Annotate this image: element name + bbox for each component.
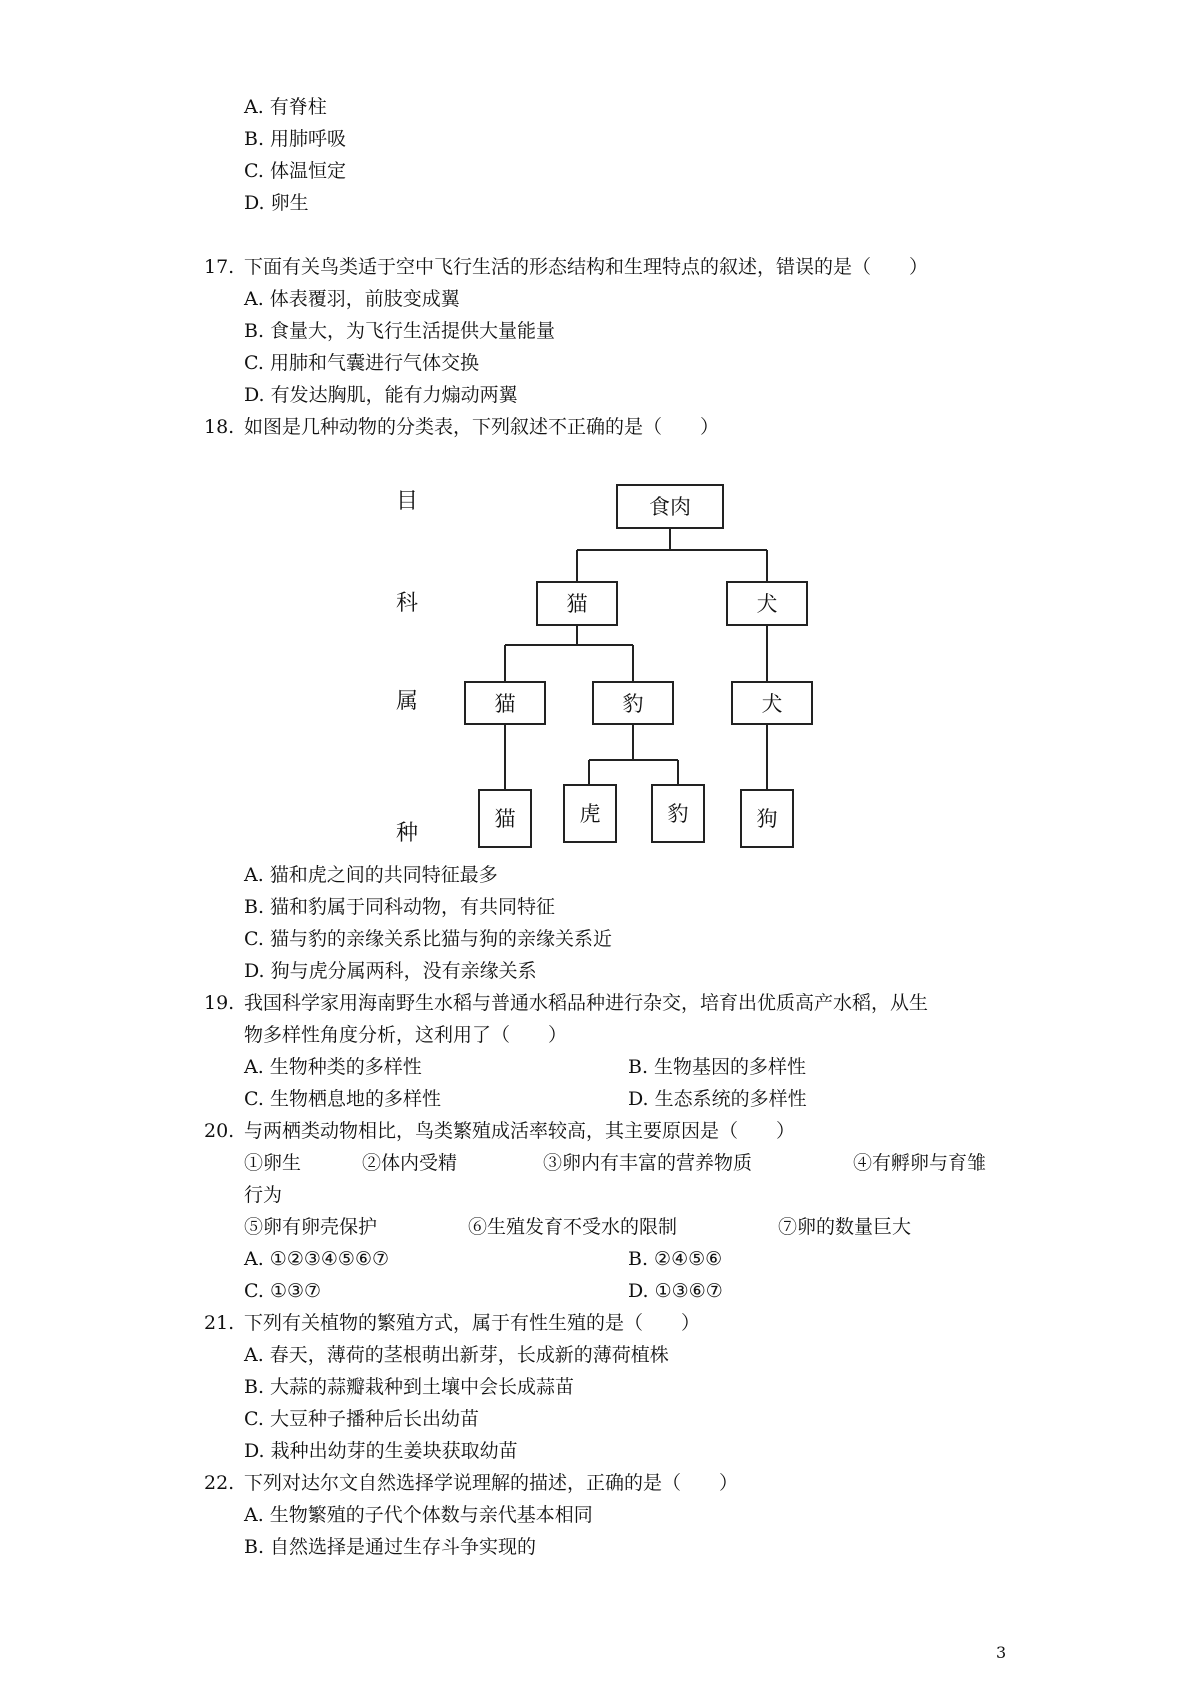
level-label-order: 目 [396,489,419,514]
q22-stem: 下列对达尔文自然选择学说理解的描述，正确的是（ ） [244,1472,739,1494]
node-species-tiger: 虎 [579,802,601,826]
level-label-genus: 属 [396,689,419,714]
q20-option-c: C. ①③⑦ [244,1280,322,1302]
q19-option-d: D. 生态系统的多样性 [628,1088,807,1110]
q20-item-1: ①卵生 [244,1152,302,1174]
q18-stem: 如图是几种动物的分类表，下列叙述不正确的是（ ） [244,416,720,438]
q20-item-7: ⑦卵的数量巨大 [778,1216,912,1238]
q20-item-6: ⑥生殖发育不受水的限制 [468,1216,678,1238]
q21-number: 21. [204,1312,235,1334]
q21-stem: 下列有关植物的繁殖方式，属于有性生殖的是（ ） [244,1312,701,1334]
q18-option-a: A. 猫和虎之间的共同特征最多 [244,864,498,886]
q19-option-b: B. 生物基因的多样性 [628,1056,807,1078]
q17-option-a: A. 体表覆羽，前肢变成翼 [244,288,460,310]
q17-stem: 下面有关鸟类适于空中飞行生活的形态结构和生理特点的叙述，错误的是（ ） [244,256,929,278]
q17-option-d: D. 有发达胸肌，能有力煽动两翼 [244,384,518,406]
level-label-species: 种 [396,821,419,846]
q18-option-b: B. 猫和豹属于同科动物，有共同特征 [244,896,556,918]
q20-number: 20. [204,1120,235,1142]
node-order: 食肉 [649,495,691,519]
q20-option-a: A. ①②③④⑤⑥⑦ [244,1248,390,1270]
q21-option-b: B. 大蒜的蒜瓣栽种到土壤中会长成蒜苗 [244,1376,575,1398]
q22-option-a: A. 生物繁殖的子代个体数与亲代基本相同 [244,1504,593,1526]
node-family-dog: 犬 [756,592,778,616]
q22-number: 22. [204,1472,235,1494]
classification-diagram [380,470,840,850]
q20-item-4: ④有孵卵与育雏 [853,1152,987,1174]
q20-option-d: D. ①③⑥⑦ [628,1280,723,1302]
q16-option-d: D. 卵生 [244,192,309,214]
node-species-leopard: 豹 [667,802,689,826]
level-label-family: 科 [396,591,419,616]
q20-option-b: B. ②④⑤⑥ [628,1248,723,1270]
node-species-dog: 狗 [756,807,778,831]
q22-option-b: B. 自然选择是通过生存斗争实现的 [244,1536,537,1558]
q19-option-a: A. 生物种类的多样性 [244,1056,422,1078]
q16-option-a: A. 有脊柱 [244,96,327,118]
q20-item-3: ③卵内有丰富的营养物质 [543,1152,753,1174]
q21-option-c: C. 大豆种子播种后长出幼苗 [244,1408,479,1430]
q18-option-c: C. 猫与豹的亲缘关系比猫与狗的亲缘关系近 [244,928,612,950]
q16-option-b: B. 用肺呼吸 [244,128,347,150]
q17-number: 17. [204,256,235,278]
q21-option-a: A. 春天，薄荷的茎根萌出新芽，长成新的薄荷植株 [244,1344,669,1366]
q18-number: 18. [204,416,235,438]
q19-stem-line2: 物多样性角度分析，这利用了（ ） [244,1024,568,1046]
q21-option-d: D. 栽种出幼芽的生姜块获取幼苗 [244,1440,518,1462]
node-family-cat: 猫 [566,592,588,616]
q19-stem-line1: 我国科学家用海南野生水稻与普通水稻品种进行杂交，培育出优质高产水稻，从生 [244,992,929,1014]
q16-option-c: C. 体温恒定 [244,160,346,182]
q17-option-c: C. 用肺和气囊进行气体交换 [244,352,479,374]
q19-option-c: C. 生物栖息地的多样性 [244,1088,441,1110]
page-number: 3 [996,1643,1007,1662]
q20-item-5: ⑤卵有卵壳保护 [244,1216,378,1238]
node-species-cat: 猫 [494,807,516,831]
node-genus-leopard: 豹 [622,692,644,716]
q17-option-b: B. 食量大，为飞行生活提供大量能量 [244,320,556,342]
q20-item-4-continued: 行为 [244,1184,283,1206]
q20-stem: 与两栖类动物相比，鸟类繁殖成活率较高，其主要原因是（ ） [244,1120,796,1142]
node-genus-dog: 犬 [761,692,783,716]
q19-number: 19. [204,992,235,1014]
q18-option-d: D. 狗与虎分属两科，没有亲缘关系 [244,960,537,982]
node-genus-cat: 猫 [494,692,516,716]
q20-item-2: ②体内受精 [362,1152,458,1174]
